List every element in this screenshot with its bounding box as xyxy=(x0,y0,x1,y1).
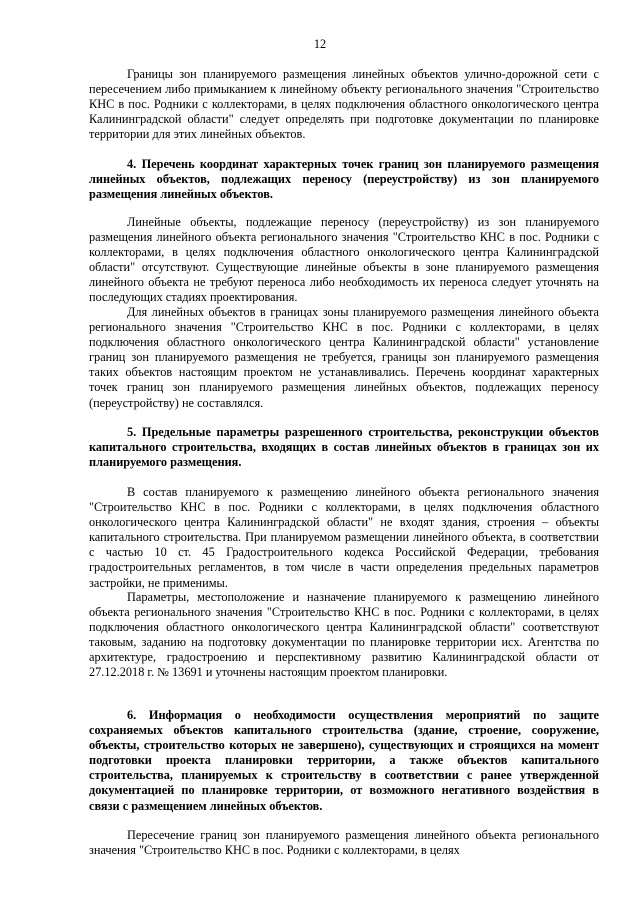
page-number: 12 xyxy=(313,37,327,51)
section-6-heading: 6. Информация о необходимости осуществления мероприятий по защите сохраняемых объектов капитального строительства (здание, строение, сооружение, объекты, строительство которых не завершено), существующих и строящихся на момент подготовки проекта планировки территории, а также объектов капитального строительства, планируемых к строительству в соответствии с ранее утвержденной документацией по планировке территории, от возможного негативного воздействия в связи с размещением линейных объектов. xyxy=(89,708,599,813)
section-5-paragraph-1: В состав планируемого к размещению линейного объекта регионального значения "Строительство КНС в пос. Родники с коллекторами, в целях подключения областного онкологического центра Калининградской области" не входят здания, строения – объекты капитального строительства. При планируемом размещении линейного объекта, в соответствии с частью 10 ст. 45 Градостроительного кодекса Российской Федерации, требования градостроительных регламентов, в том числе в части определения предельных параметров застройки, не применимы. xyxy=(89,485,599,590)
section-5-paragraph-2: Параметры, местоположение и назначение планируемого к размещению линейного объекта регионального значения "Строительство КНС в пос. Родники с коллекторами, в целях подключения областного онкологического центра Калининградской области" соответствуют таковым, заданию на подготовку документации по планировке территории исх. Агентства по архитектуре, градостроению и перспективному развитию Калининградской области от 27.12.2018 г. № 13691 и уточнены настоящим проектом планировки. xyxy=(89,590,599,680)
section-4-paragraph-2: Для линейных объектов в границах зоны планируемого размещения линейного объекта регионального значения "Строительство КНС в пос. Родники с коллекторами, в целях подключения областного онкологического центра Калининградской области" установление границ зон планируемого размещения не требуется, границы зон планируемого размещения таких объектов настоящим проектом не устанавливались. Перечень координат характерных точек границ зон планируемого размещения линейных объектов, подлежащих переносу (переустройству) не составлялся. xyxy=(89,305,599,410)
section-6-paragraph-1: Пересечение границ зон планируемого размещения линейного объекта регионального значения "Строительство КНС в пос. Родники с коллекторами, в целях xyxy=(89,828,599,858)
section-4-paragraph-1: Линейные объекты, подлежащие переносу (переустройству) из зон планируемого размещения линейного объекта регионального значения "Строительство КНС в пос. Родники с коллекторами, в целях подключения областного онкологического центра Калининградской области" отсутствуют. Существующие линейные объекты в зоне планируемого размещения линейного объекта не требуют переноса либо необходимость их переноса следует уточнять на последующих стадиях проектирования. xyxy=(89,215,599,305)
section-4-heading: 4. Перечень координат характерных точек границ зон планируемого размещения линейных объектов, подлежащих переносу (переустройству) из зон планируемого размещения линейных объектов. xyxy=(89,157,599,202)
section-5-heading: 5. Предельные параметры разрешенного строительства, реконструкции объектов капитального строительства, входящих в состав линейных объектов в границах зон их планируемого размещения. xyxy=(89,425,599,470)
intro-paragraph: Границы зон планируемого размещения линейных объектов улично-дорожной сети с пересечением либо примыканием к линейному объекту регионального значения "Строительство КНС в пос. Родники с коллекторами, в целях подключения областного онкологического центра Калининградской области" следует определять при подготовке документации по планировке территории для этих линейных объектов. xyxy=(89,67,599,142)
